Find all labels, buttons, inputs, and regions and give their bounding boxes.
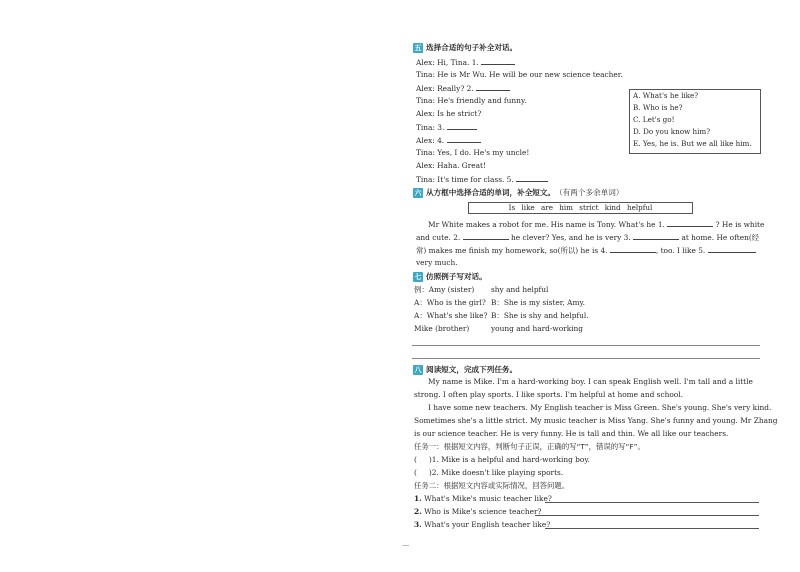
section-5-title: 选择合适的句子补全对话。 (426, 43, 518, 52)
task-1-instruction: 任务一：根据短文内容，判断句子正误，正确的写“T”，错误的写“F”。 (414, 442, 645, 451)
option-e: E. Yes, he is. But we all like him. (633, 139, 752, 148)
reading-line-3: I have some new teachers. My English teacher is Miss Green. She's young. She's very kind. (428, 403, 772, 412)
section-6-note: （有两个多余单词） (555, 188, 624, 197)
blank-4[interactable] (447, 135, 481, 143)
section-6-title: 从方框中选择合适的单词，补全短文。 (426, 188, 556, 197)
reading-line-2: strong. I often play sports. I like sports. I'm helpful at home and school. (414, 390, 683, 399)
section-7-title: 仿照例子写对话。 (426, 272, 487, 281)
blank-6-5[interactable] (708, 245, 756, 253)
section-5-header (413, 42, 517, 53)
blank-5[interactable] (516, 174, 548, 182)
blank-3[interactable] (447, 122, 477, 130)
option-d: D. Do you know him? (633, 127, 711, 136)
blank-6-1[interactable] (667, 219, 713, 227)
answer-line-2[interactable] (412, 358, 760, 359)
section-7-badge: 七 (414, 272, 422, 281)
section-7-header (413, 271, 487, 282)
option-c: C. Let's go! (633, 115, 675, 124)
task-2-instruction: 任务二：根据短文内容或实际情况，回答问题。 (414, 481, 570, 490)
dialog-line-1: Alex: Hi, Tina. 1. (416, 57, 515, 68)
section-5-badge: 五 (414, 43, 422, 52)
passage-line-4: very much. (416, 258, 458, 267)
blank-6-2[interactable] (463, 232, 509, 240)
reading-line-5: is our science teacher. He is very funny. He is tall and thin. We all like our teachers. (414, 429, 729, 438)
dialog-line-2: Tina: He is Mr Wu. He will be our new science teacher. (416, 70, 623, 79)
section-8-title: 阅读短文，完成下列任务。 (426, 365, 518, 374)
word-bank: Is like are him strict kind helpful (468, 202, 693, 214)
reading-line-4: Sometimes she's a little strict. My music teacher is Miss Yang. She's funny and young. Mr Zhang (414, 416, 778, 425)
task-1-q1: ( )1. Mike is a helpful and hard-working boy. (414, 455, 590, 464)
question-2: 2. Who is Mike's science teacher? (414, 507, 542, 516)
dialog-line-4: Tina: He's friendly and funny. (416, 96, 527, 105)
question-1: 1. What's Mike's music teacher like? (414, 494, 552, 503)
passage-line-3: 常) makes me finish my homework, so(所以) he is 4. , too. I like 5. (416, 245, 756, 256)
dialog-line-10: Tina: It's time for class. 5. (416, 174, 548, 185)
dialog-line-9: Alex: Haha. Great! (416, 161, 486, 170)
example-line-3a: A：What's she like? (414, 311, 488, 320)
dialog-line-6: Tina: 3. (416, 122, 477, 133)
example-line-1b: shy and helpful (491, 285, 549, 294)
dialog-line-5: Alex: Is he strict? (416, 109, 482, 118)
blank-6-3[interactable] (633, 232, 679, 240)
option-b: B. Who is he? (633, 103, 683, 112)
options-box (629, 89, 761, 154)
dialog-line-8: Tina: Yes, I do. He's my uncle! (416, 148, 530, 157)
example-line-2a: A：Who is the girl? (414, 298, 486, 307)
example-line-1a: 例：Amy (sister) (414, 285, 475, 294)
option-a: A. What's he like? (633, 91, 699, 100)
reading-line-1: My name is Mike. I'm a hard-working boy. I can speak English well. I'm tall and a little (428, 377, 753, 386)
section-6-header (413, 187, 623, 198)
task-1-q2: ( )2. Mike doesn't like playing sports. (414, 468, 564, 477)
example-line-3b: B：She is shy and helpful. (491, 311, 589, 320)
section-8-badge: 八 (414, 365, 422, 374)
prompt-line-b: young and hard-working (491, 324, 584, 333)
answer-line-1[interactable] (412, 345, 760, 346)
section-6-badge: 六 (414, 188, 422, 197)
passage-line-1: Mr White makes a robot for me. His name is Tony. What's he 1. ? He is white (428, 220, 765, 229)
question-3-answer-line[interactable] (545, 528, 759, 529)
question-2-answer-line[interactable] (535, 515, 759, 516)
question-1-answer-line[interactable] (545, 502, 759, 503)
blank-2[interactable] (476, 83, 510, 91)
dialog-line-3: Alex: Really? 2. (416, 83, 510, 94)
dialog-line-7: Alex: 4. (416, 135, 481, 146)
blank-1[interactable] (481, 57, 515, 65)
page-footer-mark: — (402, 540, 410, 549)
example-line-2b: B：She is my sister, Amy. (491, 298, 586, 307)
question-3: 3. What's your English teacher like? (414, 520, 551, 529)
blank-6-4[interactable] (610, 245, 656, 253)
section-8-header (413, 364, 517, 375)
prompt-line-a: Mike (brother) (414, 324, 470, 333)
passage-line-2: and cute. 2. he clever? Yes, and he is very 3. at home. He often(经 (416, 233, 760, 242)
